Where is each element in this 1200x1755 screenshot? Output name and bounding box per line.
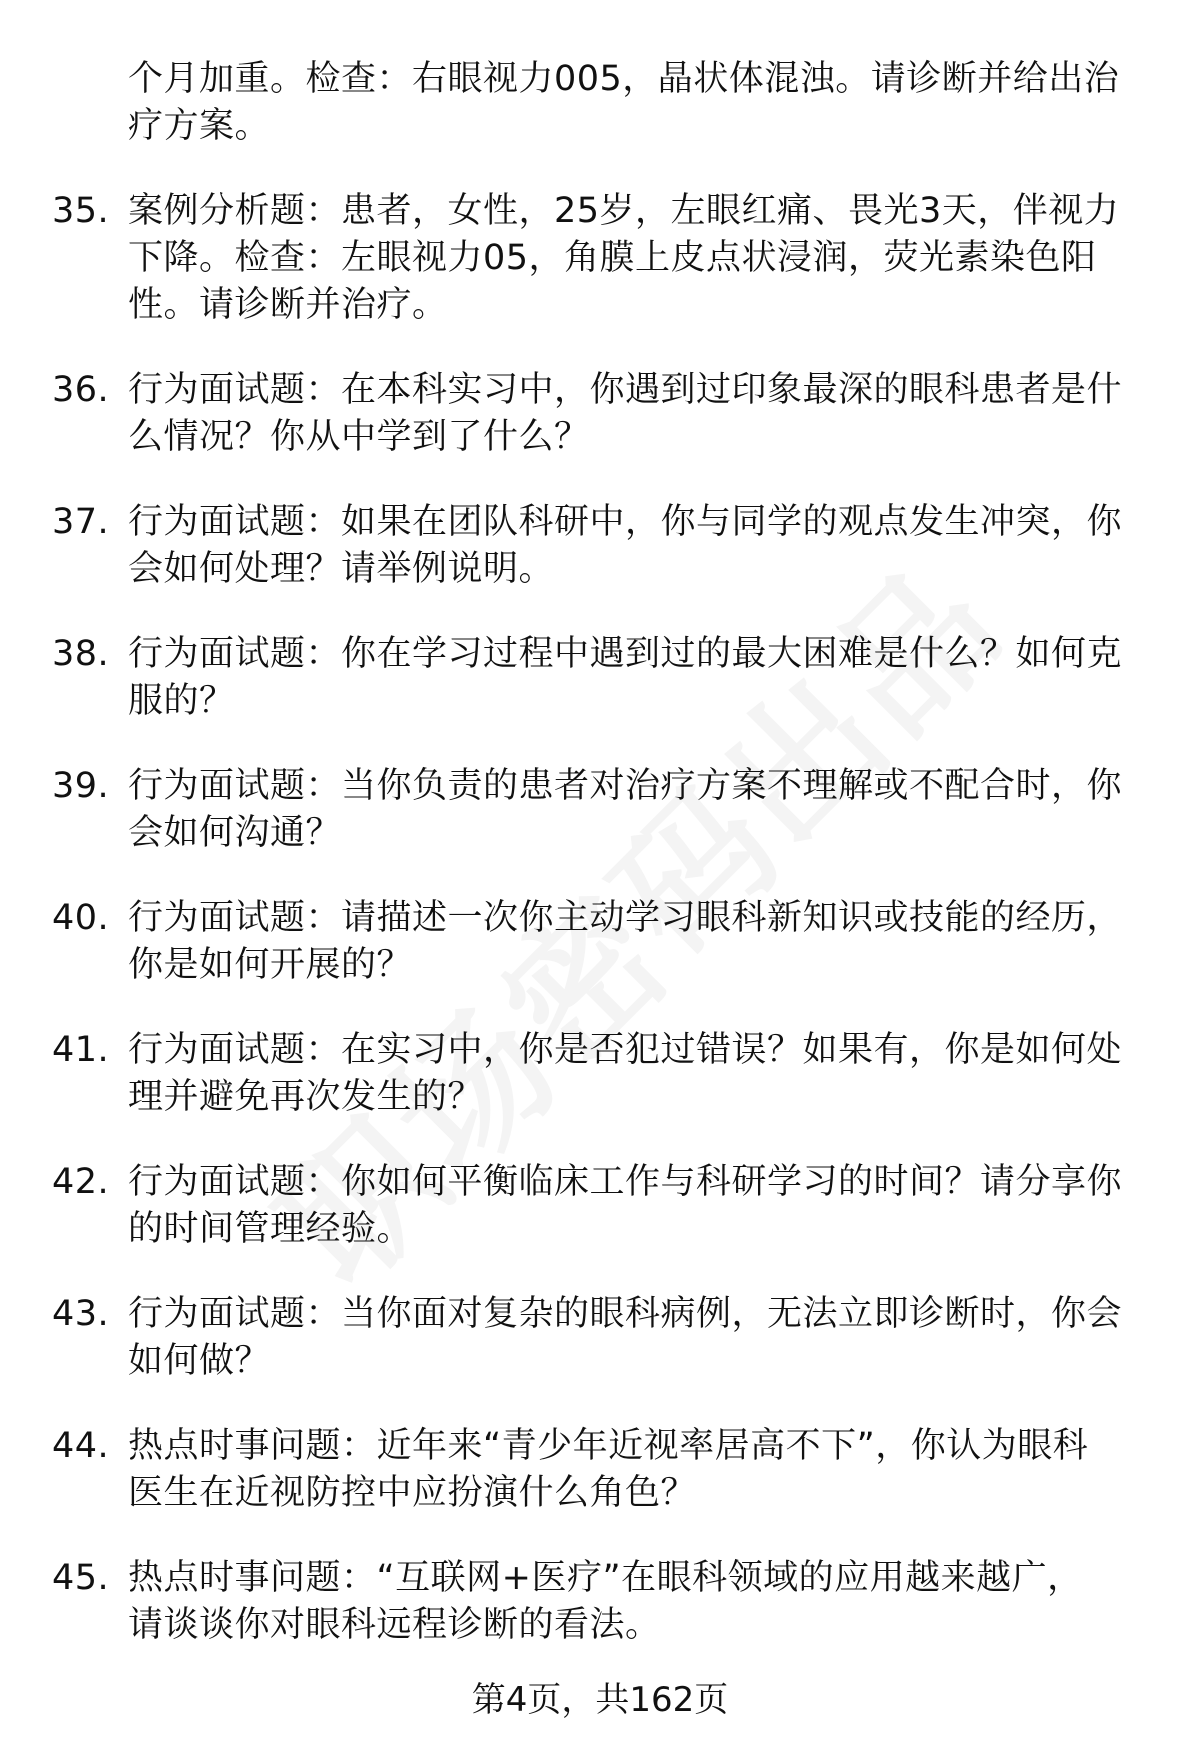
question-text-line: 下降。检查：左眼视力05，角膜上皮点状浸润，荧光素染色阳 [128, 238, 1097, 278]
question-text-line: 行为面试题：当你面对复杂的眼科病例，无法立即诊断时，你会 [128, 1294, 1123, 1334]
question-text-line: 行为面试题：请描述一次你主动学习眼科新知识或技能的经历， [128, 898, 1123, 938]
question-number: 40. [52, 898, 110, 938]
question-text-line: 行为面试题：在本科实习中，你遇到过印象最深的眼科患者是什 [128, 370, 1123, 410]
question-text-line: 行为面试题：在实习中，你是否犯过错误？如果有，你是如何处 [128, 1030, 1123, 1070]
question-text-line: 热点时事问题：“互联网+医疗”在眼科领域的应用越来越广， [128, 1558, 1083, 1598]
question-text-line: 行为面试题：当你负责的患者对治疗方案不理解或不配合时，你 [128, 766, 1123, 806]
question-text-line: 你是如何开展的？ [128, 945, 413, 985]
question-text-line: 服的？ [128, 681, 235, 721]
question-text-line: 案例分析题：患者，女性，25岁，左眼红痛、畏光3天，伴视力 [128, 191, 1120, 231]
question-text-line: 请谈谈你对眼科远程诊断的看法。 [128, 1605, 661, 1645]
question-40 [0, 895, 1200, 989]
question-number: 39. [52, 766, 110, 806]
page-number-footer: 第4页，共162页 [471, 1680, 729, 1720]
question-number: 35. [52, 191, 110, 231]
question-text-line: 的时间管理经验。 [128, 1209, 413, 1249]
question-45 [0, 1555, 1200, 1649]
question-41 [0, 1027, 1200, 1121]
question-number: 44. [52, 1426, 110, 1466]
continuation-text [0, 56, 1200, 150]
question-text-line: 会如何沟通？ [128, 813, 342, 853]
question-number: 36. [52, 370, 110, 410]
question-42 [0, 1159, 1200, 1253]
question-list [0, 56, 1200, 1649]
question-number: 41. [52, 1030, 110, 1070]
question-text-line: 么情况？你从中学到了什么？ [128, 417, 590, 457]
question-43 [0, 1291, 1200, 1385]
question-35 [0, 188, 1200, 329]
question-37 [0, 499, 1200, 593]
question-text-line: 医生在近视防控中应扮演什么角色？ [128, 1473, 697, 1513]
question-text-line: 理并避免再次发生的？ [128, 1077, 484, 1117]
question-text-line: 性。请诊断并治疗。 [128, 285, 448, 325]
question-38 [0, 631, 1200, 725]
question-text-line: 行为面试题：你在学习过程中遇到过的最大困难是什么？如何克 [128, 634, 1123, 674]
text-line: 个月加重。检查：右眼视力005，晶状体混浊。请诊断并给出治 [128, 59, 1120, 99]
question-text-line: 行为面试题：如果在团队科研中，你与同学的观点发生冲突，你 [128, 502, 1123, 542]
question-number: 38. [52, 634, 110, 674]
question-number: 37. [52, 502, 110, 542]
question-44 [0, 1423, 1200, 1517]
question-39 [0, 763, 1200, 857]
question-text-line: 如何做？ [128, 1341, 271, 1381]
text-line: 疗方案。 [128, 106, 271, 146]
question-text-line: 行为面试题：你如何平衡临床工作与科研学习的时间？请分享你 [128, 1162, 1123, 1202]
question-text-line: 热点时事问题：近年来“青少年近视率居高不下”，你认为眼科 [128, 1426, 1089, 1466]
question-number: 45. [52, 1558, 110, 1598]
question-number: 42. [52, 1162, 110, 1202]
question-text-line: 会如何处理？请举例说明。 [128, 549, 555, 589]
question-36 [0, 367, 1200, 461]
question-number: 43. [52, 1294, 110, 1334]
